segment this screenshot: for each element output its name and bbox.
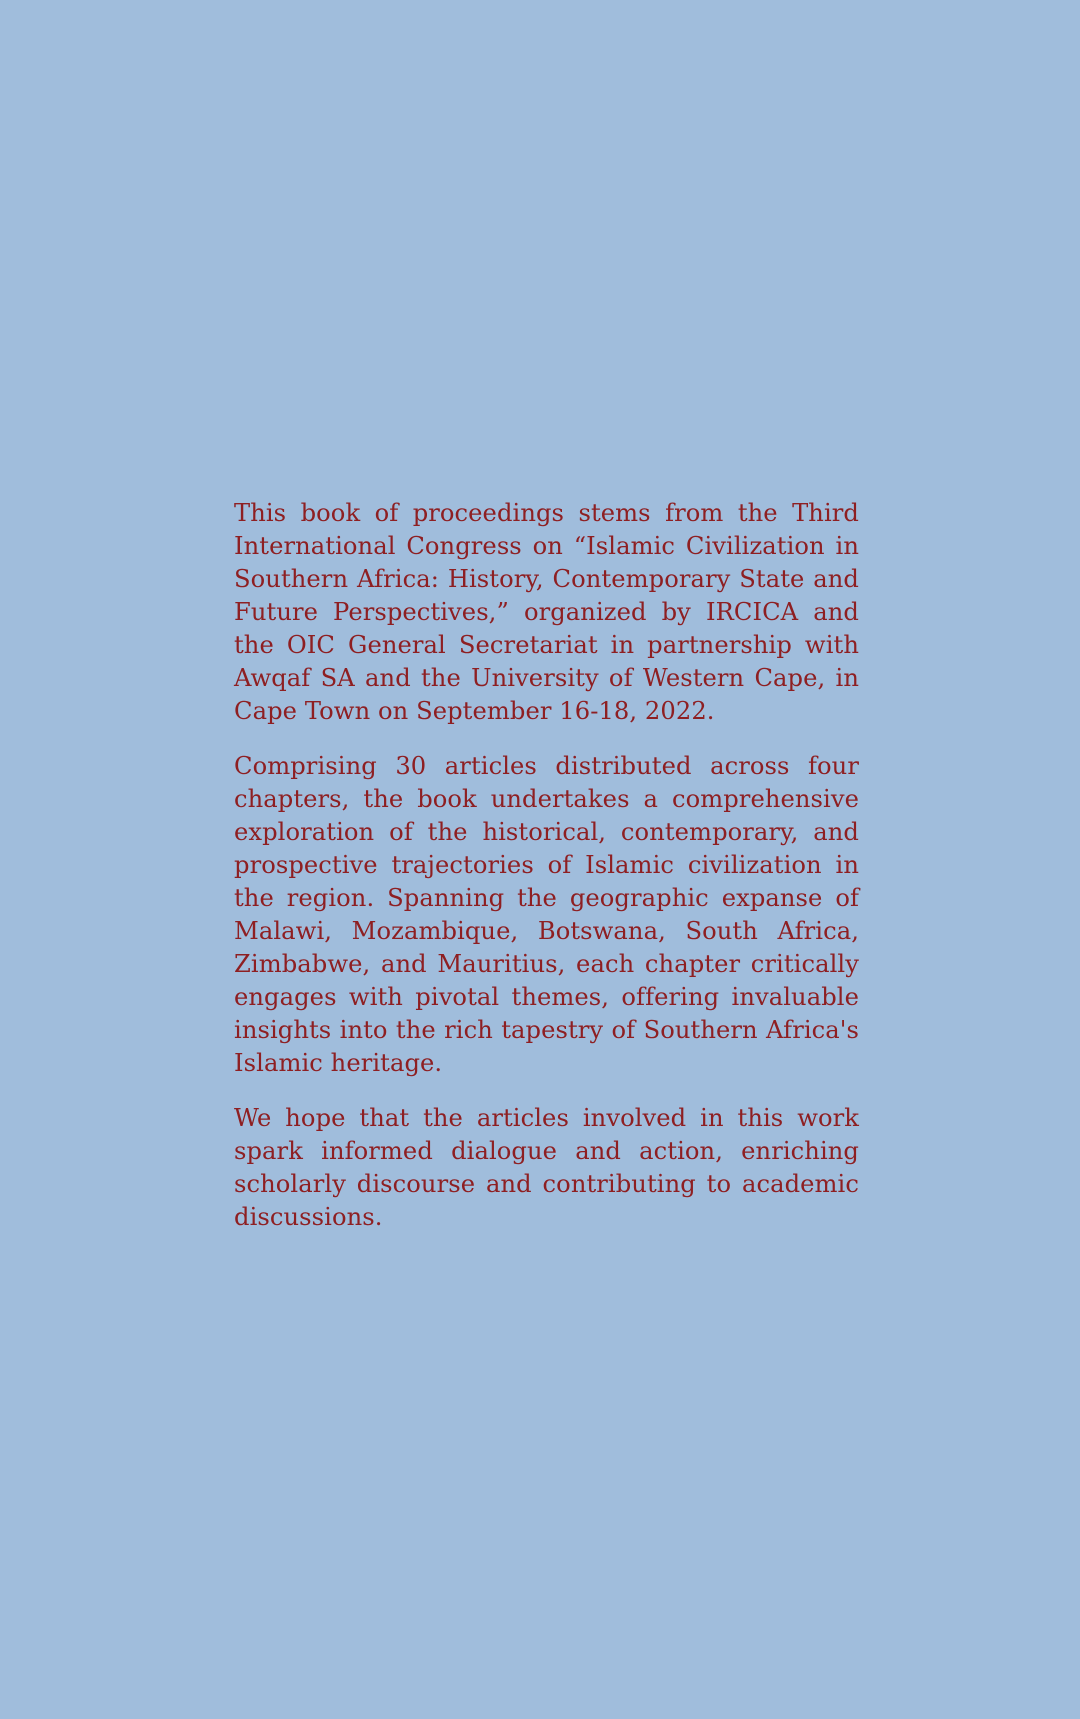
description-paragraph-3: We hope that the articles involved in this work spark informed dialogue and action, enriching scholarly discourse and contributing to academic discussions. (234, 1104, 859, 1231)
description-paragraph-2: Comprising 30 articles distributed across four chapters, the book undertakes a comprehensive exploration of the historical, contemporary, and prospective trajectories of Islamic civilization in the region. Spanning the geographic expanse of Malawi, Mozambique, Botswana, South Africa, Zimbabwe, and Mauritius, each chapter critically engages with pivotal themes, offering invaluable insights into the rich tapestry of Southern Africa's Islamic heritage. (234, 752, 859, 1077)
description-paragraph-1: This book of proceedings stems from the Third International Congress on “Islamic Civilization in Southern Africa: History, Contemporary State and Future Perspectives,” organized by IRCICA and the OIC General Secretariat in partnership with Awqaf SA and the University of Western Cape, in Cape Town on September 16-18, 2022. (234, 499, 859, 725)
book-description (234, 497, 859, 1234)
